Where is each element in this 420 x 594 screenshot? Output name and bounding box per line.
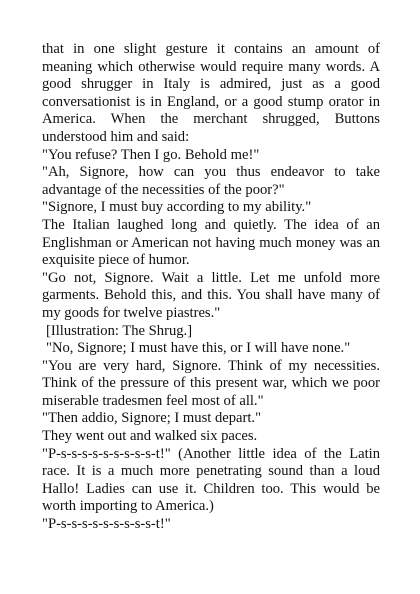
paragraph-very-hard: "You are very hard, Signore. Think of my necessities. Think of the pressure of this present war, which we poor miserable tradesmen feel most of all." bbox=[42, 357, 380, 409]
book-page bbox=[42, 41, 380, 534]
paragraph-addio: "Then addio, Signore; I must depart." bbox=[42, 410, 262, 427]
paragraph-italian-laughed: The Italian laughed long and quietly. The idea of an Englishman or American not having much money was an exquisite piece of humor. bbox=[42, 216, 380, 269]
illustration-caption: [Illustration: The Shrug.] bbox=[46, 322, 193, 339]
paragraph-pst-final: "P-s-s-s-s-s-s-s-s-s-t!" bbox=[42, 516, 171, 533]
paragraph-must-buy: "Signore, I must buy according to my ability." bbox=[42, 199, 312, 216]
paragraph-shrugger-intro: that in one slight gesture it contains an amount of meaning which otherwise would require many words. A good shrugger in Italy is admired, just as a good conversationist is in England, or a good stump orator in America. When the merchant shrugged, Buttons understood him and said: bbox=[42, 41, 380, 145]
paragraph-pst-latin-race: "P-s-s-s-s-s-s-s-s-s-t!" (Another little idea of the Latin race. It is a much more penetrating sound than a loud Hallo! Ladies can use it. Children too. This would be worth importing to America.) bbox=[42, 445, 380, 515]
paragraph-ah-signore: "Ah, Signore, how can you thus endeavor to take advantage of the necessities of the poor?" bbox=[42, 164, 380, 198]
paragraph-six-paces: They went out and walked six paces. bbox=[42, 428, 258, 445]
paragraph-must-have-this: "No, Signore; I must have this, or I will have none." bbox=[46, 340, 351, 357]
paragraph-go-not: "Go not, Signore. Wait a little. Let me unfold more garments. Behold this, and this. You shall have many of my goods for twelve piastres." bbox=[42, 269, 380, 321]
paragraph-you-refuse: "You refuse? Then I go. Behold me!" bbox=[42, 146, 260, 163]
